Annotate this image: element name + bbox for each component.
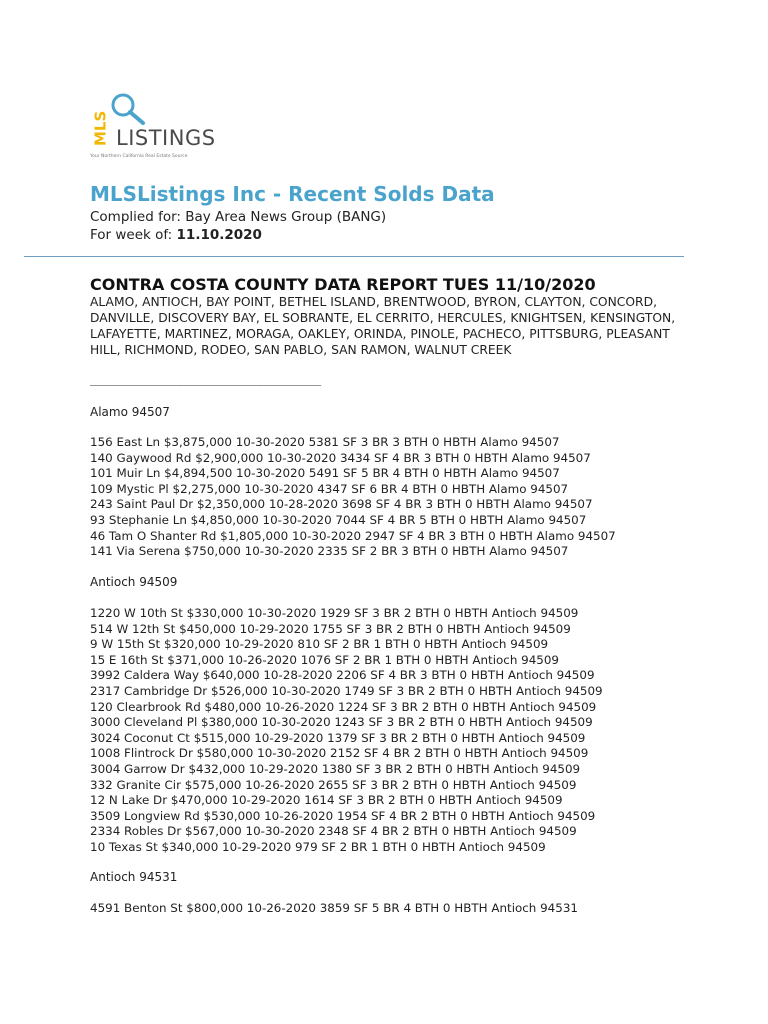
list-item: 156 East Ln $3,875,000 10-30-2020 5381 SF 3 BR 3 BTH 0 HBTH Alamo 94507 (90, 435, 560, 449)
list-item: 141 Via Serena $750,000 10-30-2020 2335 SF 2 BR 3 BTH 0 HBTH Alamo 94507 (90, 544, 569, 559)
list-item: 10 Texas St $340,000 10-29-2020 979 SF 2 BR 1 BTH 0 HBTH Antioch 94509 (90, 839, 546, 854)
list-item: 4591 Benton St $800,000 10-26-2020 3859 SF 5 BR 4 BTH 0 HBTH Antioch 94531 (90, 901, 578, 915)
list-item: 12 N Lake Dr $470,000 10-29-2020 1614 SF 3 BR 2 BTH 0 HBTH Antioch 94509 (90, 793, 563, 808)
list-item: 9 W 15th St $320,000 10-29-2020 810 SF 2 BR 1 BTH 0 HBTH Antioch 94509 (90, 637, 549, 652)
section-heading-antioch-94509: Antioch 94509 (90, 575, 178, 589)
list-item: 140 Gaywood Rd $2,900,000 10-30-2020 3434 SF 4 BR 3 BTH 0 HBTH Alamo 94507 (90, 450, 591, 465)
list-item: 46 Tam O Shanter Rd $1,805,000 10-30-2020 2947 SF 4 BR 3 BTH 0 HBTH Alamo 94507 (90, 528, 616, 543)
list-item: 514 W 12th St $450,000 10-29-2020 1755 SF 3 BR 2 BTH 0 HBTH Antioch 94509 (90, 621, 571, 636)
list-item: 3004 Garrow Dr $432,000 10-29-2020 1380 SF 3 BR 2 BTH 0 HBTH Antioch 94509 (90, 761, 581, 776)
header-divider (24, 256, 684, 257)
list-item: 3024 Coconut Ct $515,000 10-29-2020 1379 SF 3 BR 2 BTH 0 HBTH Antioch 94509 (90, 730, 586, 745)
week-line (90, 227, 262, 243)
list-item: 3992 Caldera Way $640,000 10-28-2020 2206 SF 4 BR 3 BTH 0 HBTH Antioch 94509 (90, 668, 595, 683)
list-item: 3509 Longview Rd $530,000 10-26-2020 1954 SF 4 BR 2 BTH 0 HBTH Antioch 94509 (90, 808, 596, 823)
magnifier-icon (110, 92, 146, 126)
list-item: 332 Granite Cir $575,000 10-26-2020 2655 SF 3 BR 2 BTH 0 HBTH Antioch 94509 (90, 777, 577, 792)
mls-listings-logo (90, 90, 220, 165)
report-title: CONTRA COSTA COUNTY DATA REPORT TUES 11/10/2020 (90, 275, 596, 294)
logo-wordmark: LISTINGS (116, 126, 216, 150)
week-label: For week of: (90, 227, 173, 243)
sales-list-antioch-94509 (90, 606, 603, 856)
logo-tagline: Your Northern California Real Estate Source (90, 154, 188, 159)
section-heading-alamo-94507: Alamo 94507 (90, 405, 170, 419)
logo-mark: MLS (91, 110, 110, 146)
city-list: ALAMO, ANTIOCH, BAY POINT, BETHEL ISLAND, BRENTWOOD, BYRON, CLAYTON, CONCORD, DANVILLE, DISCOVERY BAY, EL SOBRANTE, EL CERRITO, HERCULES, KNIGHTSEN, KENSINGTON, LAFAYETTE, MARTINEZ, MORAGA, OAKLEY, ORINDA, PINOLE, PACHECO, PITTSBURG, PLEASANT HILL, RICHMOND, RODEO, SAN PABLO, SAN RAMON, WALNUT CREEK (90, 295, 676, 357)
list-item: 120 Clearbrook Rd $480,000 10-26-2020 1224 SF 3 BR 2 BTH 0 HBTH Antioch 94509 (90, 699, 597, 714)
list-item: 101 Muir Ln $4,894,500 10-30-2020 5491 SF 5 BR 4 BTH 0 HBTH Alamo 94507 (90, 466, 560, 481)
section-heading-antioch-94531: Antioch 94531 (90, 870, 178, 884)
compiled-for: Complied for: Bay Area News Group (BANG) (90, 209, 387, 225)
page-title: MLSListings Inc - Recent Solds Data (90, 182, 495, 206)
list-item: 1220 W 10th St $330,000 10-30-2020 1929 SF 3 BR 2 BTH 0 HBTH Antioch 94509 (90, 606, 579, 620)
list-item: 15 E 16th St $371,000 10-26-2020 1076 SF 2 BR 1 BTH 0 HBTH Antioch 94509 (90, 652, 559, 667)
list-item: 93 Stephanie Ln $4,850,000 10-30-2020 7044 SF 4 BR 5 BTH 0 HBTH Alamo 94507 (90, 512, 587, 527)
separator-line: ________________________________ (90, 372, 322, 386)
list-item: 3000 Cleveland Pl $380,000 10-30-2020 1243 SF 3 BR 2 BTH 0 HBTH Antioch 94509 (90, 715, 593, 730)
list-item: 1008 Flintrock Dr $580,000 10-30-2020 2152 SF 4 BR 2 BTH 0 HBTH Antioch 94509 (90, 746, 589, 761)
week-value: 11.10.2020 (176, 227, 262, 243)
list-item: 243 Saint Paul Dr $2,350,000 10-28-2020 3698 SF 4 BR 3 BTH 0 HBTH Alamo 94507 (90, 497, 593, 512)
sales-list-alamo-94507 (90, 435, 616, 560)
list-item: 109 Mystic Pl $2,275,000 10-30-2020 4347 SF 6 BR 4 BTH 0 HBTH Alamo 94507 (90, 481, 569, 496)
list-item: 2317 Cambridge Dr $526,000 10-30-2020 1749 SF 3 BR 2 BTH 0 HBTH Antioch 94509 (90, 683, 603, 698)
list-item: 2334 Robles Dr $567,000 10-30-2020 2348 SF 4 BR 2 BTH 0 HBTH Antioch 94509 (90, 824, 577, 839)
sales-list-antioch-94531 (90, 901, 578, 917)
